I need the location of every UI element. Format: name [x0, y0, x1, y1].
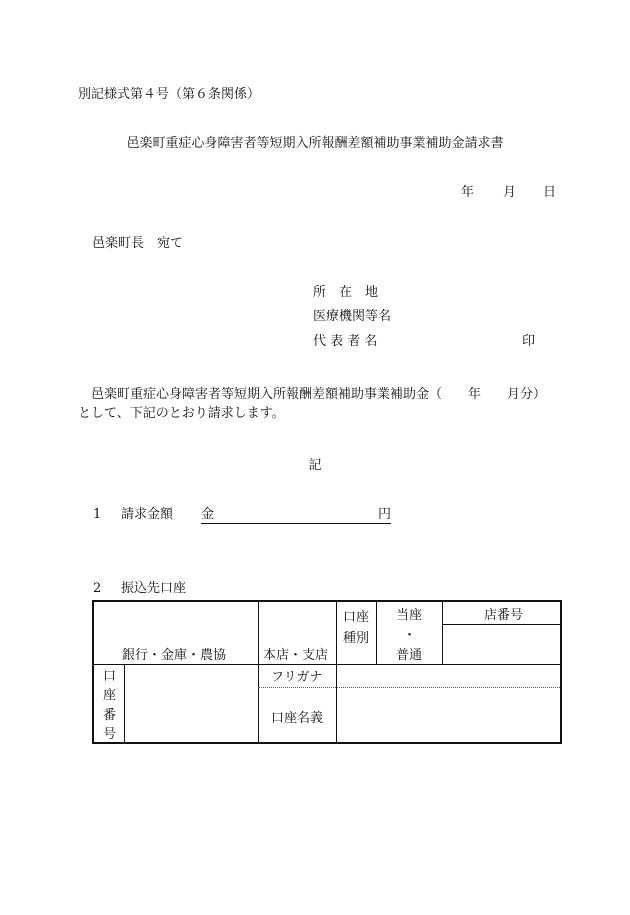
- applicant-institution-label: 医療機関等名: [313, 309, 392, 324]
- branch-label: 本店・支店: [263, 648, 329, 663]
- ki-heading: 記: [308, 458, 322, 473]
- bank-label: 銀行・金庫・農協: [122, 648, 227, 663]
- table-vline: [258, 602, 259, 742]
- store-number-label: 店番号: [484, 608, 524, 623]
- account-number-char: 号: [103, 727, 117, 742]
- amount-row: [93, 508, 391, 524]
- applicant-address-label: 所 在 地: [313, 285, 379, 300]
- deposit-type-ordinary[interactable]: 普通: [396, 648, 423, 663]
- table-vline: [376, 602, 377, 664]
- account-type-label-2: 種別: [343, 631, 370, 646]
- transfer-label: 振込先口座: [121, 581, 187, 596]
- document-title: 邑楽町重症心身障害者等短期入所報酬差額補助事業補助金請求書: [126, 136, 504, 151]
- date-year-label: 年: [461, 185, 475, 200]
- transfer-item-number: 2: [93, 581, 102, 596]
- amount-prefix: 金: [201, 507, 215, 522]
- addressee: 邑楽町長 宛て: [92, 236, 184, 251]
- table-vline: [336, 602, 337, 742]
- account-number-char: 座: [103, 688, 117, 703]
- form-number: 別記様式第４号（第６条関係）: [78, 87, 261, 102]
- bank-account-table: [92, 600, 562, 744]
- applicant-representative-label: 代 表 者 名: [313, 334, 378, 349]
- request-statement-line-1: 邑楽町重症心身障害者等短期入所報酬差額補助事業補助金（ 年 月分）: [91, 387, 547, 402]
- account-number-char: 口: [103, 669, 117, 684]
- account-type-label-1: 口座: [343, 610, 370, 625]
- deposit-type-current[interactable]: 当座: [396, 608, 423, 623]
- date-day-label: 日: [543, 185, 557, 200]
- transfer-heading: [93, 582, 186, 595]
- amount-label: 請求金額: [121, 507, 174, 522]
- account-name-label: 口座名義: [271, 711, 324, 726]
- furigana-label: フリガナ: [271, 670, 323, 685]
- table-hline: [94, 664, 560, 665]
- table-hline: [442, 624, 560, 625]
- deposit-type-separator: ・: [403, 628, 417, 643]
- account-number-char: 番: [103, 708, 117, 723]
- request-statement-line-2: として、下記のとおり請求します。: [78, 406, 285, 421]
- table-vline: [442, 602, 443, 664]
- amount-field[interactable]: [201, 508, 391, 524]
- amount-item-number: 1: [93, 507, 102, 522]
- amount-yen-suffix: 円: [377, 507, 391, 522]
- date-month-label: 月: [503, 185, 517, 200]
- seal-mark: 印: [522, 334, 536, 349]
- table-dotted-line: [258, 687, 560, 688]
- table-vline: [124, 665, 125, 742]
